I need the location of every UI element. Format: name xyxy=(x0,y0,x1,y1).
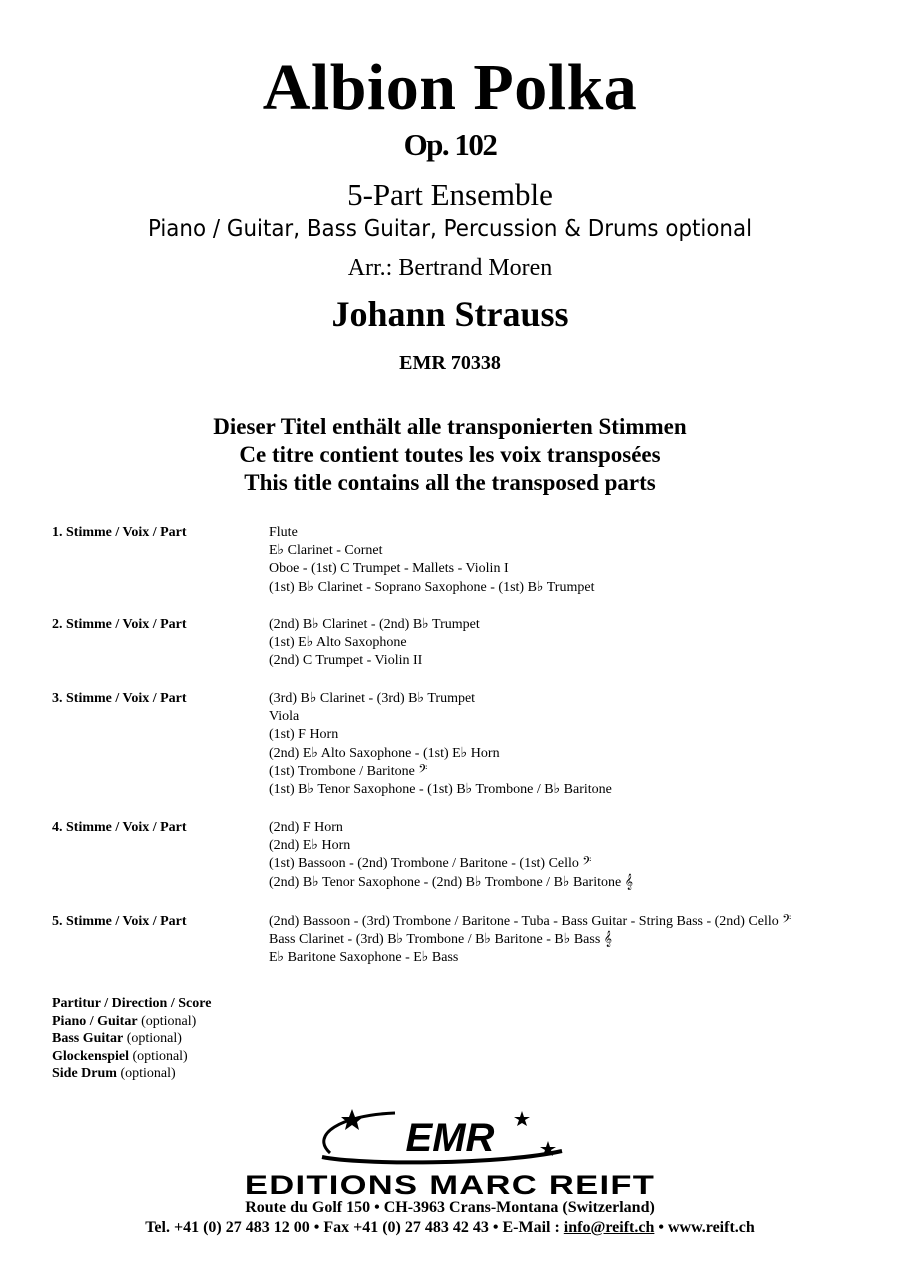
publisher-address: Route du Golf 150 • CH-3963 Crans-Montana (Switzerland) xyxy=(245,1199,655,1216)
list-item xyxy=(52,1013,211,1031)
part-label-2: 2. Stimme / Voix / Part xyxy=(52,617,187,632)
list-item: (2nd) C Trumpet - Violin II xyxy=(269,653,423,669)
score-item-note: (optional) xyxy=(132,1048,188,1064)
publisher-name: EDITIONS MARC REIFT xyxy=(244,1170,656,1200)
part-instruments-4 xyxy=(269,819,633,892)
list-item: (2nd) B♭ Clarinet - (2nd) B♭ Trumpet xyxy=(269,617,480,632)
piece-title: Albion Polka xyxy=(262,51,638,124)
list-item: (1st) Bassoon - (2nd) Trombone / Baritone - (1st) Cello 𝄢 xyxy=(269,856,592,872)
star-icon xyxy=(514,1111,530,1126)
arranger: Arr.: Bertrand Moren xyxy=(347,255,553,281)
part-instruments-5 xyxy=(269,913,791,968)
score-item-name: Glockenspiel xyxy=(52,1048,130,1064)
publisher-contact xyxy=(0,1218,900,1238)
part-instruments-2 xyxy=(269,616,480,671)
score-item-name: Piano / Guitar xyxy=(52,1013,138,1029)
list-item: (1st) B♭ Tenor Saxophone - (1st) B♭ Trombone / B♭ Baritone xyxy=(269,782,612,798)
score-item-note: (optional) xyxy=(120,1066,176,1081)
star-icon xyxy=(341,1109,363,1130)
list-item: E♭ Baritone Saxophone - E♭ Bass xyxy=(269,950,459,966)
score-item-name: Partitur / Direction / Score xyxy=(52,996,212,1011)
list-item: (1st) E♭ Alto Saxophone xyxy=(269,635,407,651)
list-item: E♭ Clarinet - Cornet xyxy=(269,543,383,559)
catalog-number: EMR 70338 xyxy=(399,352,501,374)
list-item: (3rd) B♭ Clarinet - (3rd) B♭ Trumpet xyxy=(269,691,476,706)
list-item: (2nd) E♭ Horn xyxy=(269,838,351,854)
list-item: Oboe - (1st) C Trumpet - Mallets - Violin I xyxy=(269,561,509,577)
ensemble-type: 5-Part Ensemble xyxy=(347,177,553,212)
part-instruments-3 xyxy=(269,690,612,799)
list-item: (1st) B♭ Clarinet - Soprano Saxophone - (1st) B♭ Trumpet xyxy=(269,579,595,595)
list-item: (2nd) E♭ Alto Saxophone - (1st) E♭ Horn xyxy=(269,745,500,761)
opus-number: Op. 102 xyxy=(403,127,497,162)
list-item xyxy=(52,1065,211,1083)
list-item: Viola xyxy=(269,709,300,725)
emr-logo xyxy=(300,1105,600,1167)
part-label-1: 1. Stimme / Voix / Part xyxy=(52,525,187,540)
list-item: (2nd) F Horn xyxy=(269,820,343,835)
composer: Johann Strauss xyxy=(331,294,569,334)
part-instruments-1 xyxy=(269,524,594,597)
list-item: Bass Clarinet - (3rd) B♭ Trombone / B♭ Baritone - B♭ Bass 𝄞 xyxy=(269,932,613,948)
website-link[interactable]: • www.reift.ch xyxy=(658,1219,755,1236)
email-link[interactable]: info@reift.ch xyxy=(563,1219,655,1236)
list-item xyxy=(52,1048,211,1066)
part-label-3: 3. Stimme / Voix / Part xyxy=(52,691,187,706)
list-item: (1st) Trombone / Baritone 𝄢 xyxy=(269,763,428,779)
score-item-name: Side Drum xyxy=(52,1066,117,1081)
logo-text: EMR xyxy=(405,1116,495,1160)
list-item xyxy=(52,995,211,1013)
score-item-note: (optional) xyxy=(126,1031,182,1046)
list-item: (2nd) B♭ Tenor Saxophone - (2nd) B♭ Trombone / B♭ Baritone 𝄞 xyxy=(269,874,633,890)
list-item: (2nd) Bassoon - (3rd) Trombone / Baritone - Tuba - Bass Guitar - String Bass - (2nd) Cello 𝄢 xyxy=(269,914,792,929)
score-item-note: (optional) xyxy=(141,1013,197,1029)
instrumentation: Piano / Guitar, Bass Guitar, Percussion & Drums optional xyxy=(147,216,753,242)
score-items xyxy=(52,995,211,1083)
part-label-4: 4. Stimme / Voix / Part xyxy=(52,820,187,835)
list-item xyxy=(52,1030,211,1048)
score-item-name: Bass Guitar xyxy=(52,1031,124,1046)
notice-french: Ce titre contient toutes les voix transposées xyxy=(239,442,661,467)
notice-german: Dieser Titel enthält alle transponierten Stimmen xyxy=(213,414,687,439)
list-item: Flute xyxy=(269,525,298,540)
list-item: (1st) F Horn xyxy=(269,727,339,743)
part-label-5: 5. Stimme / Voix / Part xyxy=(52,914,187,929)
notice-english: This title contains all the transposed parts xyxy=(244,470,656,495)
contact-phone-fax: Tel. +41 (0) 27 483 12 00 • Fax +41 (0) 27 483 42 43 • E-Mail : xyxy=(145,1219,560,1236)
